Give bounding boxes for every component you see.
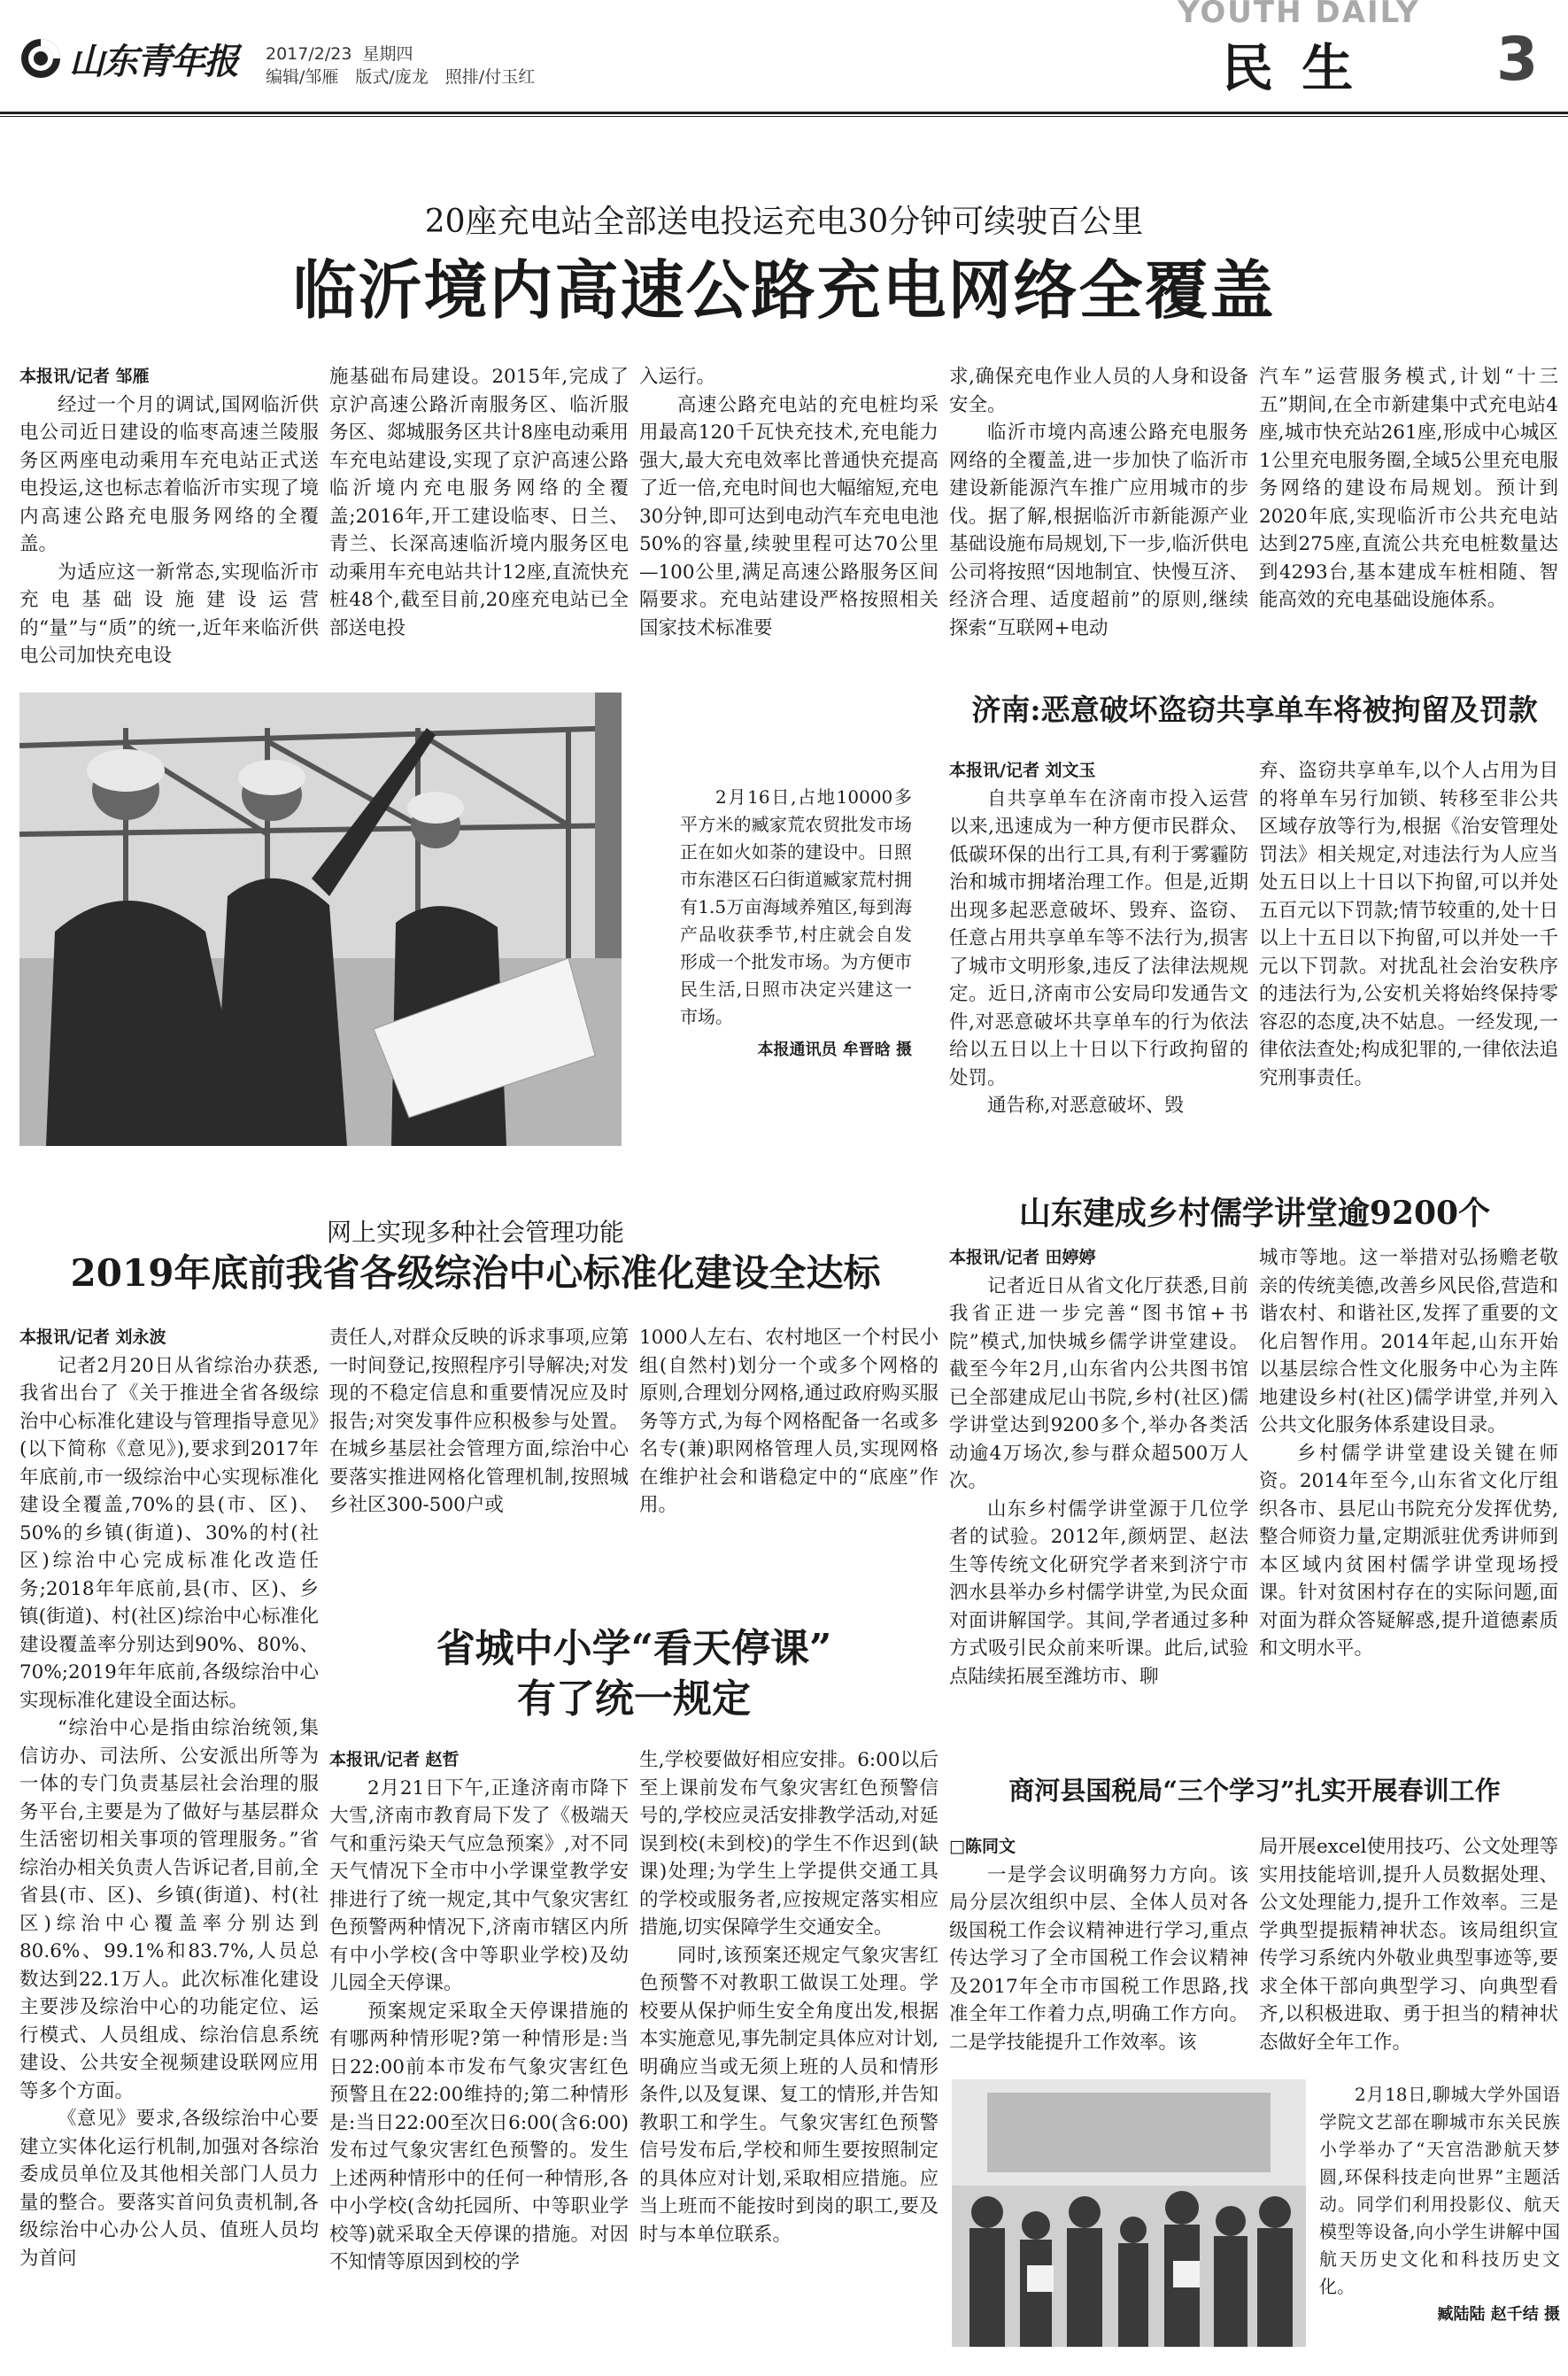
- a1-paragraph: 临沂市境内高速公路充电服务网络的全覆盖,进一步加快了临沂市建设新能源汽车推广应用城市的步伐。据了解,根据临沂市新能源产业基础设施布局规划,下一步,临沂供电公司将按照“因地制宜、快慢互济、经济合理、适度超前”的原则,继续探索“互联网+电动: [949, 422, 1248, 639]
- a1-paragraph: 汽车”运营服务模式,计划“十三五”期间,在全市新建集中式充电站4座,城市快充站261座,形成中心城区1公里充电服务圈,全域5公里充电服务网络的建设布局规划。预计到2020年底,实现临沂市公共充电站达到275座,直流公共充电桩数量达到4293台,基本建成车桩相随、智能高效的充电基础设施体系。: [1259, 366, 1558, 611]
- photo-construction-site: [19, 693, 622, 1146]
- photo2-caption: [1319, 2081, 1560, 2351]
- masthead-rule: [0, 112, 1568, 114]
- a4-paragraph: 城市等地。这一举措对弘扬赡老敬亲的传统美德,改善乡风民俗,营造和谐农村、和谐社区,发挥了重要的文化启智作用。2014年起,山东开始以基层综合性文化服务中心为主阵地建设乡村(社区)儒学讲堂,并列入公共文化服务体系建设目录。: [1259, 1247, 1558, 1436]
- photo2-caption-text: 2月18日,聊城大学外国语学院文艺部在聊城市东关民族小学举办了“天宫浩渺航天梦圆,环保科技走向世界”主题活动。同学们利用投影仪、航天模型等设备,向小学生讲解中国航天历史文化和科技历史文化。: [1319, 2084, 1560, 2297]
- a3-col2: [329, 1324, 629, 1528]
- a6-title: 商河县国税局“三个学习”扎实开展春训工作: [1008, 1776, 1501, 1806]
- a2-title: 济南:恶意破坏盗窃共享单车将被拘留及罚款: [971, 693, 1538, 727]
- a4-col1: [949, 1244, 1248, 1731]
- a3-paragraph: “综治中心是指由综治统领,集信访办、司法所、公安派出所等为一体的专门负责基层社会治理的服务平台,主要是为了做好与基层群众生活密切相关事项的管理服务。”省综治办相关负责人告诉记者,目前,全省县(市、区)、乡镇(街道)、村(社区)综治中心覆盖率分别达到80.6%、99.1%和83.7%,人员总数达到22.1万人。此次标准化建设主要涉及综治中心的功能定位、运行模式、人员组成、综治信息系统建设、公共安全视频建设联网应用等多个方面。: [19, 1717, 319, 2102]
- a5-byline: 本报讯/记者 赵哲: [329, 1750, 460, 1769]
- a3-title: 2019年底前我省各级综治中心标准化建设全达标: [70, 1251, 881, 1295]
- a4-title: 山东建成乡村儒学讲堂逾9200个: [1018, 1195, 1491, 1232]
- logo-text: 山东青年报: [69, 40, 237, 82]
- a3-col3: [639, 1324, 938, 1528]
- editor-credits: 编辑/邹雁 版式/庞龙 照排/付玉红: [266, 67, 536, 87]
- photo-school-activity: [952, 2079, 1306, 2347]
- a3-paragraph: 记者2月20日从省综治办获悉,我省出台了《关于推进全省各级综治中心标准化建设与管理指导意见》(以下简称《意见》),要求到2017年年底前,市一级综治中心实现标准化建设全覆盖,70%的县(市、区)、50%的乡镇(街道)、30%的村(社区)综治中心完成标准化改造任务;2018年年底前,县(市、区)、乡镇(街道)、村(社区)综治中心标准化建设覆盖率分别达到90%、80%、70%;2019年年底前,各级综治中心实现标准化建设全面达标。: [19, 1354, 319, 1712]
- a1-col2: [329, 363, 629, 677]
- section-name: 民 生: [1222, 38, 1359, 98]
- a2-col2: [1259, 757, 1558, 1160]
- a2-paragraph: 通告称,对恶意破坏、毁: [987, 1095, 1184, 1117]
- a2-byline: 本报讯/记者 刘文玉: [949, 761, 1096, 780]
- a1-col5: [1259, 363, 1558, 677]
- a2-paragraph: 自共享单车在济南市投入运营以来,迅速成为一种方便市民群众、低碳环保的出行工具,有利于雾霾防治和城市拥堵治理工作。但是,近期出现多起恶意破坏、毁弃、盗窃、任意占用共享单车等不法行为,损害了城市文明形象,违反了法律法规规定。近日,济南市公安局印发通告文件,对恶意破坏共享单车的行为依法给以五日以上十日以下行政拘留的处罚。: [949, 787, 1248, 1089]
- a6-col1: [949, 1833, 1248, 2055]
- a6-col2: [1259, 1833, 1558, 2055]
- a5-col1: [329, 1746, 629, 2357]
- a3-paragraph: 《意见》要求,各级综治中心要建立实体化运行机制,加强对各综治委成员单位及其他相关部门人员力量的整合。要落实首问负责机制,各级综治中心办公人员、值班人员均为首问: [19, 2108, 319, 2270]
- a1-col3: [639, 363, 938, 677]
- a1-byline: 本报讯/记者 邹雁: [19, 367, 150, 386]
- a2-paragraph: 弃、盗窃共享单车,以个人占用为目的将单车另行加锁、转移至非公共区域存放等行为,根据《治安管理处罚法》相关规定,对违法行为人应当处五日以上十日以下拘留,可以并处五百元以下罚款;情节较重的,处十日以上十五日以下拘留,可以并处一千元以下罚款。对扰乱社会治安秩序的违法行为,公安机关将始终保持零容忍的态度,决不姑息。一经发现,一律依法查处;构成犯罪的,一律依法追究刑事责任。: [1259, 760, 1558, 1089]
- newspaper-logo-icon: [19, 37, 62, 80]
- masthead-logo: [19, 34, 259, 83]
- a5-paragraph: 预案规定采取全天停课措施的有哪两种情形呢?第一种情形是:当日22:00前本市发布气象灾害红色预警且在22:00维持的;第二种情形是:当日22:00至次日6:00(含6:00)发布过气象灾害红色预警的。发生上述两种情形中的任何一种情形,各中小学校(含幼托园所、中等职业学校等)就采取全天停课的措施。对因不知情等原因到校的学: [329, 2000, 629, 2273]
- a1-paragraph: 求,确保充电作业人员的人身和设备安全。: [949, 366, 1248, 416]
- a1-title: 临沂境内高速公路充电网络全覆盖: [292, 252, 1276, 328]
- a3-byline: 本报讯/记者 刘永波: [19, 1327, 166, 1347]
- a1-paragraph: 经过一个月的调试,国网临沂供电公司近日建设的临枣高速兰陵服务区两座电动乘用车充电站正式送电投运,这也标志着临沂市实现了境内高速公路充电服务网络的全覆盖。: [19, 393, 319, 555]
- a3-paragraph: 责任人,对群众反映的诉求事项,应第一时间登记,按照程序引导解决;对发现的不稳定信息和重要情况应及时报告;对突发事件应积极参与处置。在城乡基层社会管理方面,综治中心要落实推进网格化管理机制,按照城乡社区300-500户或: [329, 1327, 629, 1516]
- a6-byline: □陈同文: [949, 1837, 1016, 1856]
- page-number: 3: [1496, 25, 1539, 95]
- a2-col1: [949, 757, 1248, 1160]
- a1-col4: [949, 363, 1248, 677]
- a1-col1: [19, 363, 319, 677]
- a1-paragraph: 入运行。: [639, 366, 716, 388]
- edition-en: YOUTH DAILY: [1178, 0, 1420, 30]
- a3-kicker: 网上实现多种社会管理功能: [326, 1218, 624, 1247]
- issue-date: 2017/2/23: [266, 44, 352, 64]
- photo1-credit: 本报通讯员 牟晋晗 摄: [757, 1041, 912, 1059]
- a5-paragraph: 同时,该预案还规定气象灾害红色预警不对教职工做误工处理。学校要从保护师生安全角度出发,根据本实施意见,事先制定具体应对计划,明确应当或无须上班的人员和情形条件,以及复课、复工的情形,并告知教职工和学生。气象灾害红色预警信号发布后,学校和师生要按照制定的具体应对计划,采取相应措施。应当上班而不能按时到岗的职工,要及时与本单位联系。: [639, 1944, 938, 2246]
- a3-paragraph: 1000人左右、农村地区一个村民小组(自然村)划分一个或多个网格的原则,合理划分网格,通过政府购买服务等方式,为每个网格配备一名或多名专(兼)职网格管理人员,实现网格在维护社会和谐稳定中的“底座”作用。: [639, 1327, 938, 1516]
- a1-kicker: 20座充电站全部送电投运充电30分钟可续驶百公里: [424, 204, 1144, 240]
- a5-title-line2: 有了统一规定: [517, 1676, 751, 1722]
- a6-paragraph: 一是学会议明确努力方向。该局分层次组织中层、全体人员对各级国税工作会议精神进行学习,重点传达学习了全市国税工作会议精神及2017年全市市国税工作思路,找准全年工作着力点,明确工作方向。二是学技能提升工作效率。该: [949, 1863, 1248, 2054]
- a1-paragraph: 高速公路充电站的充电桩均采用最高120千瓦快充技术,充电能力强大,最大充电效率比普通快充提高了近一倍,充电时间也大幅缩短,充电30分钟,即可达到电动汽车充电电池50%的容量,续驶里程可达70公里—100公里,满足高速公路服务区间隔要求。充电站建设严格按照相关国家技术标准要: [639, 393, 938, 639]
- photo1-caption: [680, 784, 912, 1138]
- photo1-caption-text: 2月16日,占地10000多平方米的臧家荒农贸批发市场正在如火如荼的建设中。日照市东港区石臼街道臧家荒村拥有1.5万亩海域养殖区,每到海产品收获季节,村庄就会自发形成一个批发市场。为方便市民生活,日照市决定兴建这一市场。: [680, 786, 912, 1027]
- a4-paragraph: 山东乡村儒学讲堂源于几位学者的试验。2012年,颜炳罡、赵法生等传统文化研究学者来到济宁市泗水县举办乡村儒学讲堂,为民众面对面讲解国学。其间,学者通过多种方式吸引民众前来听课。此后,试验点陆续拓展至潍坊市、聊: [949, 1498, 1248, 1688]
- a5-col2: [639, 1746, 938, 2357]
- photo2-credit: 臧陆陆 赵千结 摄: [1437, 2305, 1560, 2324]
- a1-paragraph: 施基础布局建设。2015年,完成了京沪高速公路沂南服务区、临沂服务区、郯城服务区共计8座电动乘用车充电站建设,实现了京沪高速公路临沂境内充电服务网络的全覆盖;2016年,开工建设临枣、日兰、青兰、长深高速临沂境内服务区电动乘用车充电站共计12座,直流快充桩48个,截至目前,20座充电站已全部送电投: [329, 366, 629, 639]
- a4-paragraph: 记者近日从省文化厅获悉,目前我省正进一步完善“图书馆+书院”模式,加快城乡儒学讲堂建设。截至今年2月,山东省内公共图书馆已全部建成尼山书院,乡村(社区)儒学讲堂达到9200多个,举办各类活动逾4万场次,参与群众超500万人次。: [949, 1274, 1248, 1492]
- a4-byline: 本报讯/记者 田婷婷: [949, 1248, 1096, 1267]
- issue-weekday: 星期四: [362, 44, 413, 64]
- a5-paragraph: 2月21日下午,正逢济南市降下大雪,济南市教育局下发了《极端天气和重污染天气应急预案》,对不同天气情况下全市中小学课堂教学安排进行了统一规定,其中气象灾害红色预警两种情况下,济南市辖区内所有中小学校(含中等职业学校)及幼儿园全天停课。: [329, 1776, 629, 1994]
- a3-col1: [19, 1324, 319, 2347]
- a1-paragraph: 为适应这一新常态,实现临沂市充电基础设施建设运营的“量”与“质”的统一,近年来临沂供电公司加快充电设: [19, 561, 319, 667]
- a5-paragraph: 生,学校要做好相应安排。6:00以后至上课前发布气象灾害红色预警信号的,学校应灵活安排教学活动,对延误到校(未到校)的学生不作迟到(缺课)处理;为学生上学提供交通工具的学校或服务者,应按规定落实相应措施,切实保障学生交通安全。: [639, 1749, 938, 1939]
- a6-paragraph: 局开展excel使用技巧、公文处理等实用技能培训,提升人员数据处理、公文处理能力,提升工作效率。三是学典型提振精神状态。该局组织宣传学习系统内外敬业典型事迹等,要求全体干部向典型学习、向典型看齐,以积极进取、勇于担当的精神状态做好全年工作。: [1259, 1836, 1558, 2054]
- a5-title-line1: 省城中小学“看天停课”: [436, 1626, 832, 1671]
- a4-col2: [1259, 1244, 1558, 1731]
- a4-paragraph: 乡村儒学讲堂建设关键在师资。2014年至今,山东省文化厅组织各市、县尼山书院充分发挥优势,整合师资力量,定期派驻优秀讲师到本区域内贫困村儒学讲堂现场授课。针对贫困村存在的实际问题,面对面为群众答疑解惑,提升道德素质和文明水平。: [1259, 1442, 1558, 1660]
